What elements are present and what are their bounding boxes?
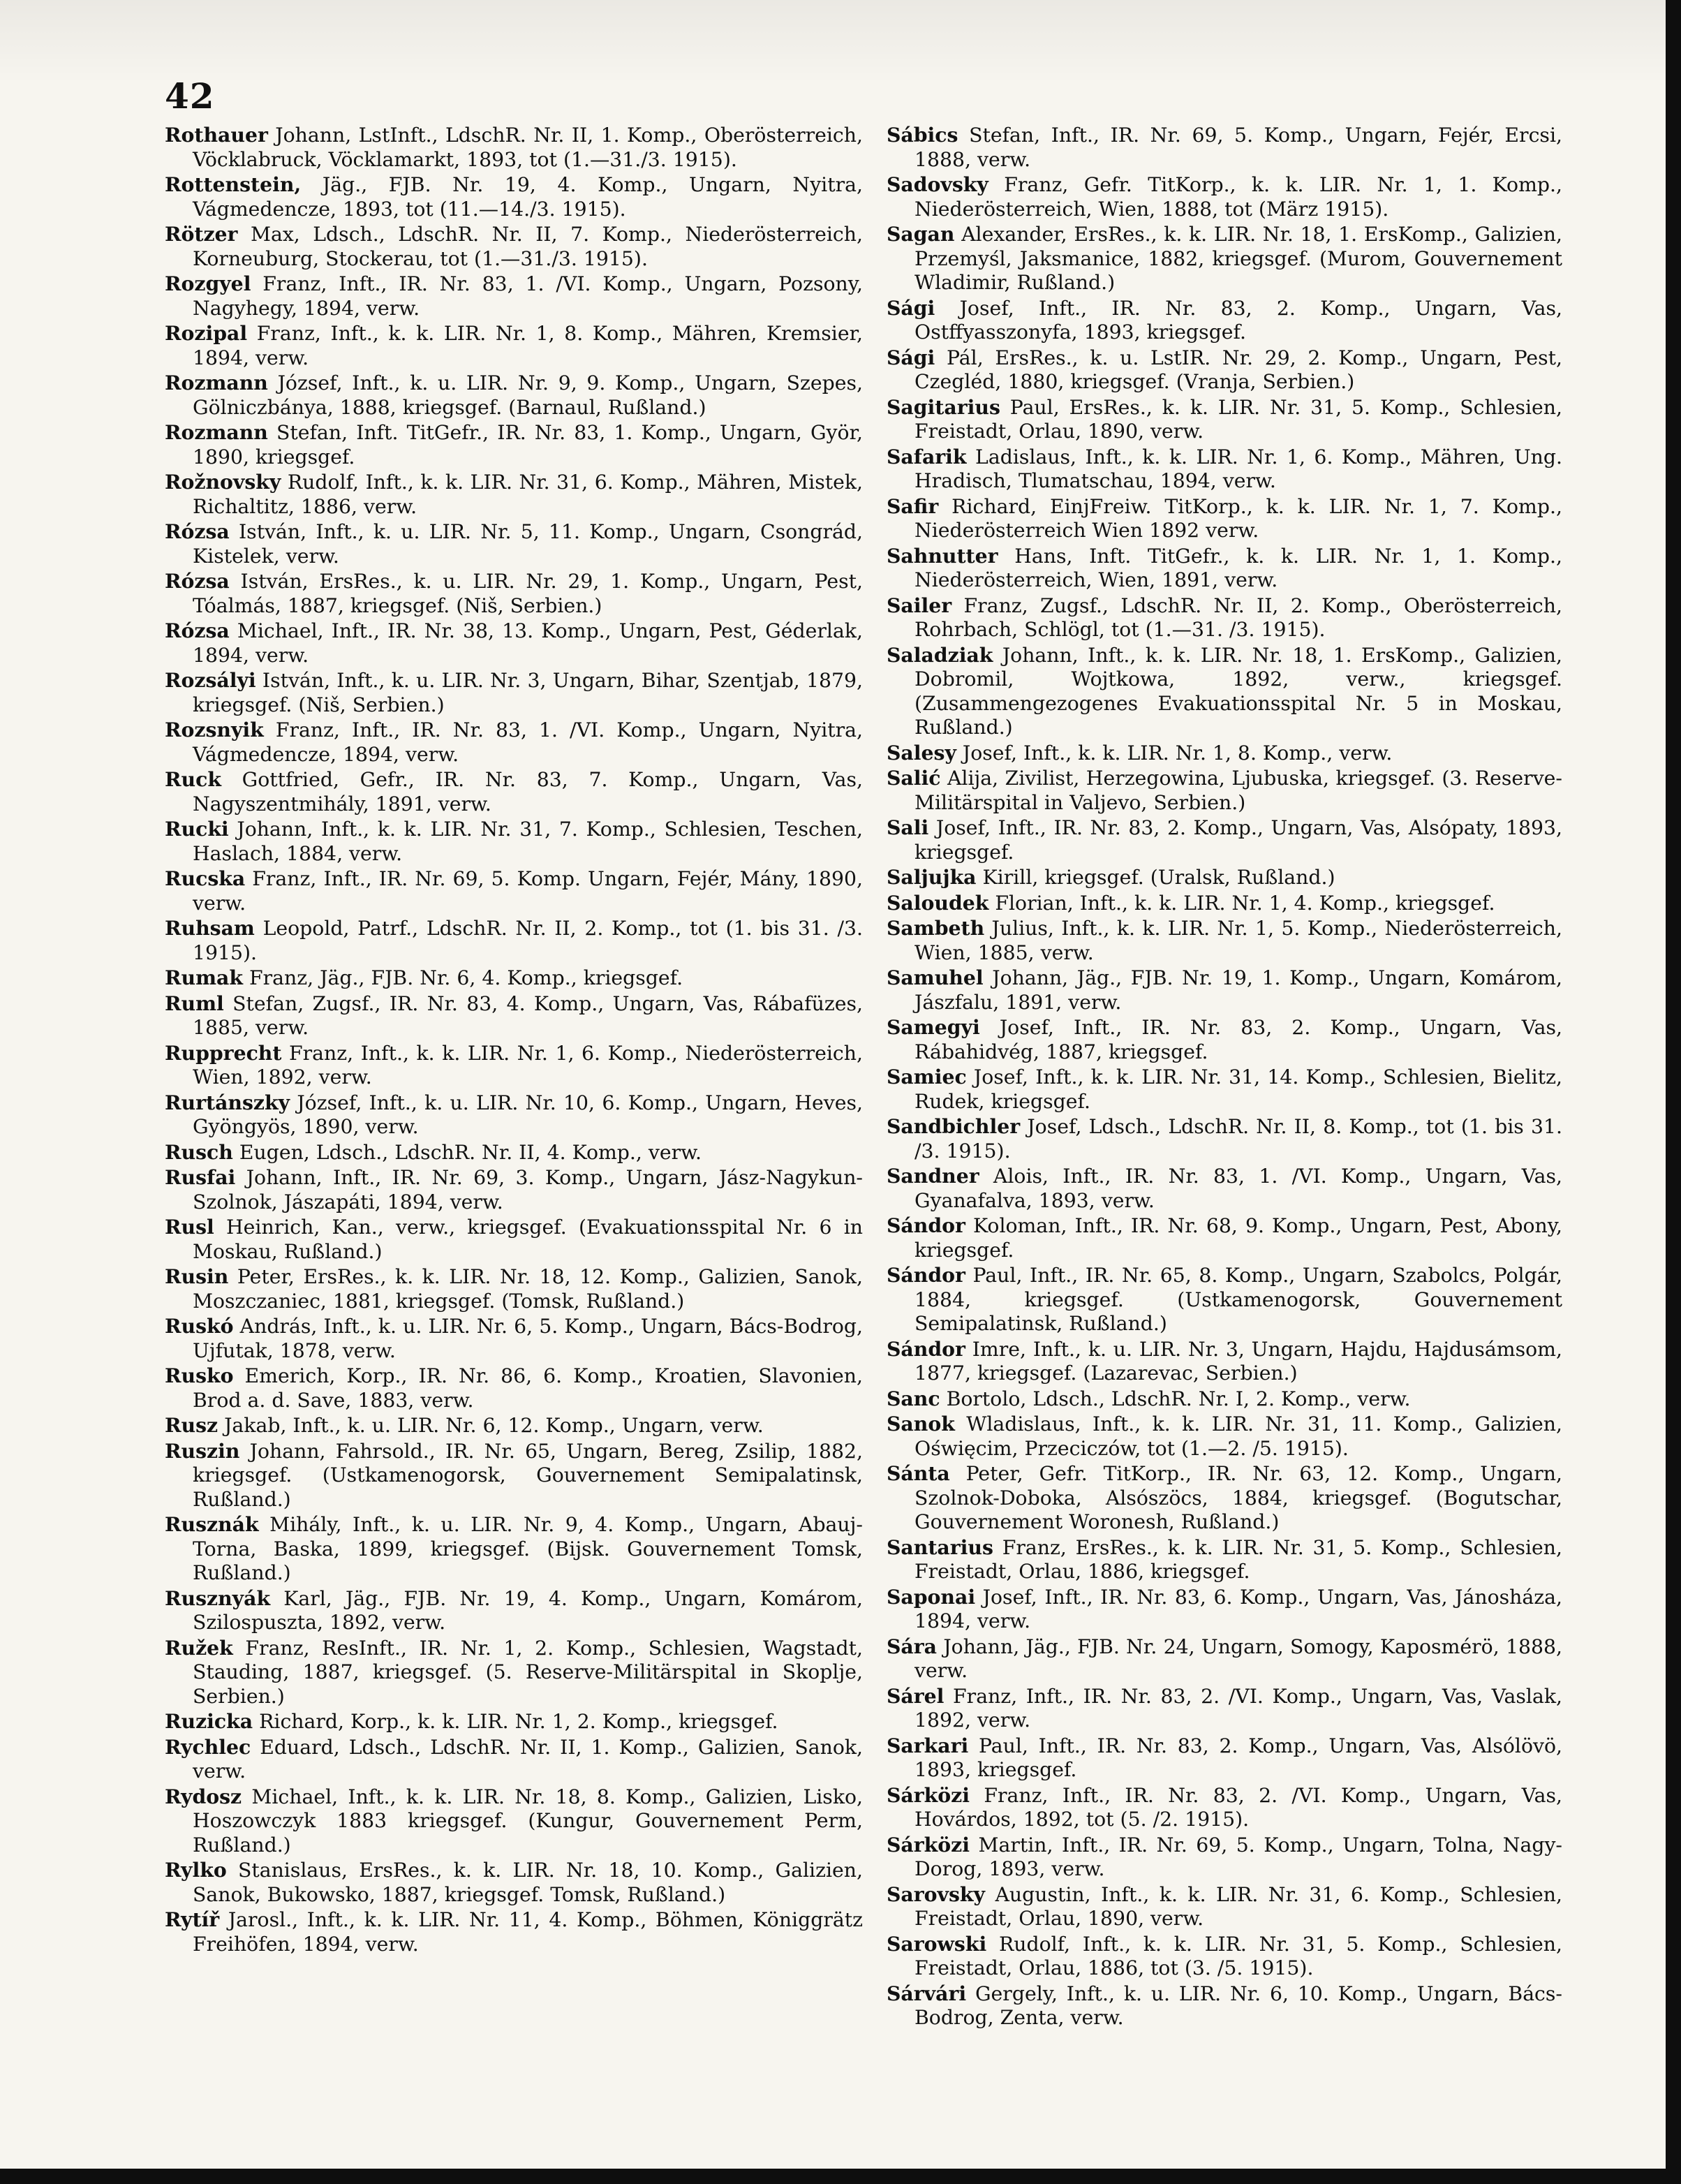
entry-surname: Sági xyxy=(887,345,935,369)
entry-surname: Sárközi xyxy=(887,1783,970,1807)
entry-surname: Sárvári xyxy=(887,1981,967,2005)
entry-details: Franz, Inft., IR. Nr. 83, 2. /VI. Komp., Ungarn, Vas, Hovárdos, 1892, tot (5. /2. 1915). xyxy=(914,1783,1562,1831)
register-entry xyxy=(165,966,863,991)
register-entry xyxy=(165,991,863,1040)
entry-details: Josef, Inft., k. k. LIR. Nr. 1, 8. Komp., verw. xyxy=(962,741,1393,765)
entry-details: Gottfried, Gefr., IR. Nr. 83, 7. Komp., Ungarn, Vas, Nagyszentmihály, 1891, verw. xyxy=(193,768,863,816)
entry-details: Leopold, Patrf., LdschR. Nr. II, 2. Komp., tot (1. bis 31. /3. 1915). xyxy=(193,917,863,964)
entry-surname: Rothauer xyxy=(165,123,268,147)
register-entry xyxy=(887,1461,1562,1535)
entry-details: Jäg., FJB. Nr. 19, 4. Komp., Ungarn, Nyitra, Vágmedencze, 1893, tot (11.—14./3. 1915). xyxy=(193,173,863,221)
register-entry xyxy=(887,865,1562,890)
entry-surname: Ruskó xyxy=(165,1314,234,1338)
register-entry xyxy=(887,816,1562,864)
register-entry xyxy=(887,1114,1562,1163)
register-entry xyxy=(165,1858,863,1907)
register-entry xyxy=(165,1785,863,1858)
entry-surname: Rytíř xyxy=(165,1908,220,1931)
entry-surname: Santarius xyxy=(887,1535,993,1559)
entry-surname: Rusznyák xyxy=(165,1586,271,1610)
entry-surname: Rózsa xyxy=(165,569,230,593)
register-entry xyxy=(887,222,1562,295)
entry-surname: Sarowski xyxy=(887,1931,987,1956)
entry-details: Franz, Zugsf., LdschR. Nr. II, 2. Komp., Oberösterreich, Rohrbach, Schlögl, tot (1.—31. /3. 1915). xyxy=(914,593,1562,641)
register-entry xyxy=(165,1264,863,1313)
entry-details: Eduard, Ldsch., LdschR. Nr. II, 1. Komp., Galizien, Sanok, verw. xyxy=(193,1735,863,1783)
register-entry xyxy=(165,866,863,915)
entry-surname: Sadovsky xyxy=(887,172,988,196)
register-entry xyxy=(887,1585,1562,1634)
entry-surname: Sanok xyxy=(887,1412,955,1436)
register-entry xyxy=(887,346,1562,394)
entry-surname: Sagitarius xyxy=(887,394,1000,419)
entry-details: Franz, Inft., IR. Nr. 69, 5. Komp. Ungarn, Fejér, Mány, 1890, verw. xyxy=(193,867,864,915)
entry-details: Franz, Jäg., FJB. Nr. 6, 4. Komp., kriegsgef. xyxy=(249,966,683,989)
entry-surname: Rusin xyxy=(165,1264,229,1288)
entry-details: Michael, Inft., IR. Nr. 38, 13. Komp., Ungarn, Pest, Géderlak, 1894, verw. xyxy=(193,619,863,667)
register-entry xyxy=(887,296,1562,345)
entry-details: Franz, Inft., IR. Nr. 83, 2. /VI. Komp., Ungarn, Vas, Vaslak, 1892, verw. xyxy=(914,1684,1562,1732)
entry-surname: Sára xyxy=(887,1634,938,1658)
entry-surname: Ruszin xyxy=(165,1438,240,1463)
entry-details: József, Inft., k. u. LIR. Nr. 10, 6. Komp., Ungarn, Heves, Gyöngyös, 1890, verw. xyxy=(193,1091,863,1138)
register-entry xyxy=(165,222,863,271)
register-entry xyxy=(887,1635,1562,1683)
entry-surname: Ruhsam xyxy=(165,916,255,940)
register-entry xyxy=(887,1932,1562,1981)
entry-details: Hans, Inft. TitGefr., k. k. LIR. Nr. 1, 1. Komp., Niederösterreich, Wien, 1891, verw. xyxy=(914,544,1562,591)
register-entry xyxy=(887,445,1562,494)
entry-surname: Rupprecht xyxy=(165,1040,282,1065)
entry-details: Richard, EinjFreiw. TitKorp., k. k. LIR. Nr. 1, 7. Komp., Niederösterreich Wien 1892 verw. xyxy=(914,494,1562,542)
register-entry xyxy=(887,593,1562,642)
register-entry xyxy=(887,1684,1562,1733)
entry-surname: Sali xyxy=(887,816,929,839)
entry-surname: Rozgyel xyxy=(165,272,251,295)
right-column xyxy=(887,123,1562,2031)
entry-surname: Sarovsky xyxy=(887,1882,985,1906)
entry-details: Stefan, Inft. TitGefr., IR. Nr. 83, 1. Komp., Ungarn, Györ, 1890, kriegsgef. xyxy=(193,421,863,468)
entry-surname: Rucska xyxy=(165,866,246,890)
entry-surname: Ruzicka xyxy=(165,1709,253,1733)
register-entry xyxy=(165,1908,863,1956)
entry-details: Josef, Ldsch., LdschR. Nr. II, 8. Komp., tot (1. bis 31. /3. 1915). xyxy=(914,1115,1563,1163)
entry-details: István, Inft., k. u. LIR. Nr. 3, Ungarn, Bihar, Szentjab, 1879, kriegsgef. (Niš, Serbien.) xyxy=(193,669,864,716)
entry-details: Florian, Inft., k. k. LIR. Nr. 1, 4. Komp., kriegsgef. xyxy=(995,891,1495,915)
entry-surname: Sanc xyxy=(887,1386,940,1410)
register-entry xyxy=(887,1412,1562,1461)
entry-surname: Sági xyxy=(887,295,935,320)
entry-details: Jarosl., Inft., k. k. LIR. Nr. 11, 4. Komp., Böhmen, Königgrätz Freihöfen, 1894, verw. xyxy=(193,1908,863,1956)
register-entry xyxy=(887,1337,1562,1386)
entry-surname: Rozsályi xyxy=(165,668,256,692)
register-entry xyxy=(887,1164,1562,1213)
register-entry xyxy=(165,1413,863,1438)
entry-details: Pál, ErsRes., k. u. LstIR. Nr. 29, 2. Komp., Ungarn, Pest, Czegléd, 1880, kriegsgef. (Vranja, Serbien.) xyxy=(914,346,1562,393)
entry-surname: Rusfai xyxy=(165,1165,236,1189)
entry-surname: Saloudek xyxy=(887,890,989,915)
entry-surname: Salesy xyxy=(887,740,956,765)
entry-details: Johann, Inft., IR. Nr. 69, 3. Komp., Ungarn, Jász-Nagykun-Szolnok, Jászapáti, 1894, verw. xyxy=(193,1166,863,1213)
entry-surname: Rurtánszky xyxy=(165,1090,290,1114)
register-entry xyxy=(165,272,863,320)
entry-surname: Sandner xyxy=(887,1164,979,1188)
entry-details: András, Inft., k. u. LIR. Nr. 6, 5. Komp., Ungarn, Bács-Bodrog, Ujfutak, 1878, verw. xyxy=(193,1315,863,1362)
entry-details: Richard, Korp., k. k. LIR. Nr. 1, 2. Komp., kriegsgef. xyxy=(259,1710,778,1733)
entry-details: Johann, Inft., k. k. LIR. Nr. 18, 1. ErsKomp., Galizien, Dobromil, Wojtkowa, 1892, verw., kriegsgef. (Zusammengezogenes Evakuationsspital Nr. 5 in Moskau, Rußland.) xyxy=(914,643,1562,739)
entry-surname: Sárközi xyxy=(887,1832,970,1857)
entry-surname: Rottenstein, xyxy=(165,172,302,196)
register-entry xyxy=(887,1982,1562,2030)
register-entry xyxy=(165,420,863,469)
entry-details: Paul, Inft., IR. Nr. 83, 2. Komp., Ungarn, Vas, Alsólövö, 1893, kriegsgef. xyxy=(914,1734,1562,1781)
entry-details: Johann, Fahrsold., IR. Nr. 65, Ungarn, Bereg, Zsilip, 1882, kriegsgef. (Ustkamenogorsk, Gouvernement Semipalatinsk, Rußland.) xyxy=(193,1439,863,1511)
entry-surname: Samuhel xyxy=(887,966,984,989)
entry-surname: Rózsa xyxy=(165,619,230,642)
register-entry xyxy=(887,916,1562,965)
register-entry xyxy=(887,172,1562,221)
entry-surname: Rydosz xyxy=(165,1784,242,1808)
entry-surname: Rusznák xyxy=(165,1512,259,1536)
register-entry xyxy=(887,891,1562,916)
register-entry xyxy=(165,321,863,370)
entry-details: Emerich, Korp., IR. Nr. 86, 6. Komp., Kroatien, Slavonien, Brod a. d. Save, 1883, verw. xyxy=(193,1364,863,1412)
entry-surname: Rózsa xyxy=(165,519,230,543)
entry-details: Ladislaus, Inft., k. k. LIR. Nr. 1, 6. Komp., Mähren, Ung. Hradisch, Tlumatschau, 1894, verw. xyxy=(914,445,1562,492)
entry-surname: Sánta xyxy=(887,1461,950,1485)
entry-details: Jakab, Inft., k. u. LIR. Nr. 6, 12. Komp., Ungarn, verw. xyxy=(224,1414,764,1437)
entry-details: Wladislaus, Inft., k. k. LIR. Nr. 31, 11. Komp., Galizien, Oświęcim, Przeciczów, tot (1.—2. /5. 1915). xyxy=(914,1412,1562,1460)
entry-details: Josef, Inft., IR. Nr. 83, 2. Komp., Ungarn, Vas, Rábahidvég, 1887, kriegsgef. xyxy=(914,1016,1562,1063)
register-entry xyxy=(165,1091,863,1139)
entry-surname: Sábics xyxy=(887,123,958,147)
entry-details: Max, Ldsch., LdschR. Nr. II, 7. Komp., Niederösterreich, Korneuburg, Stockerau, tot (1.—31./3. 1915). xyxy=(193,223,863,270)
register-entry xyxy=(887,544,1562,593)
entry-details: Franz, Inft., IR. Nr. 83, 1. /VI. Komp., Ungarn, Pozsony, Nagyhegy, 1894, verw. xyxy=(193,272,863,320)
entry-details: Alexander, ErsRes., k. k. LIR. Nr. 18, 1. ErsKomp., Galizien, Przemyśl, Jaksmanice, 1882, kriegsgef. (Murom, Gouvernement Wladimir, Rußland.) xyxy=(914,223,1563,294)
entry-surname: Ruml xyxy=(165,991,224,1015)
entry-details: Julius, Inft., k. k. LIR. Nr. 1, 5. Komp., Niederösterreich, Wien, 1885, verw. xyxy=(914,917,1562,964)
register-entry xyxy=(887,1015,1562,1064)
entry-details: Stefan, Zugsf., IR. Nr. 83, 4. Komp., Ungarn, Vas, Rábafüzes, 1885, verw. xyxy=(193,991,864,1039)
entry-details: Alija, Zivilist, Herzegowina, Ljubuska, kriegsgef. (3. Reserve-Militärspital in Valjevo, Serbien.) xyxy=(914,767,1562,814)
entry-details: Rudolf, Inft., k. k. LIR. Nr. 31, 6. Komp., Mähren, Mistek, Richaltitz, 1886, verw. xyxy=(193,471,863,518)
entry-surname: Rychlec xyxy=(165,1734,251,1759)
entry-surname: Sahnutter xyxy=(887,543,998,568)
entry-surname: Rucki xyxy=(165,817,229,841)
entry-details: Franz, Gefr. TitKorp., k. k. LIR. Nr. 1, 1. Komp., Niederösterreich, Wien, 1888, tot (März 1915). xyxy=(914,173,1563,221)
entry-surname: Sándor xyxy=(887,1336,965,1361)
register-entry xyxy=(887,1263,1562,1336)
register-entry xyxy=(887,1882,1562,1931)
entry-surname: Samegyi xyxy=(887,1015,980,1039)
entry-details: Bortolo, Ldsch., LdschR. Nr. I, 2. Komp., verw. xyxy=(946,1387,1411,1410)
register-entry xyxy=(887,1065,1562,1114)
register-entry xyxy=(887,643,1562,740)
register-entry xyxy=(165,1586,863,1635)
register-entry xyxy=(887,1535,1562,1584)
register-entry xyxy=(165,569,863,618)
register-entry xyxy=(165,1709,863,1734)
register-entry xyxy=(887,123,1562,172)
entry-surname: Safarik xyxy=(887,444,967,468)
entry-details: Paul, Inft., IR. Nr. 65, 8. Komp., Ungarn, Szabolcs, Polgár, 1884, kriegsgef. (Ustkamenogorsk, Gouvernement Semipalatinsk, Rußland.) xyxy=(914,1264,1562,1335)
entry-details: Josef, Inft., IR. Nr. 83, 2. Komp., Ungarn, Vas, Ostffyasszonyfa, 1893, kriegsgef. xyxy=(914,296,1562,344)
register-entry xyxy=(165,470,863,519)
entry-details: Josef, Inft., k. k. LIR. Nr. 31, 14. Komp., Schlesien, Bielitz, Rudek, kriegsgef. xyxy=(914,1065,1563,1113)
left-column xyxy=(165,123,863,1957)
register-entry xyxy=(165,817,863,866)
register-entry xyxy=(165,619,863,667)
entry-details: Karl, Jäg., FJB. Nr. 19, 4. Komp., Ungarn, Komárom, Szilospuszta, 1892, verw. xyxy=(193,1586,863,1634)
entry-details: Franz, ResInft., IR. Nr. 1, 2. Komp., Schlesien, Wagstadt, Stauding, 1887, kriegsgef. (5. Reserve-Militärspital in Skoplje, Serbien.) xyxy=(193,1636,863,1708)
entry-surname: Rozipal xyxy=(165,321,248,345)
entry-surname: Samiec xyxy=(887,1065,967,1089)
entry-details: Johann, Jäg., FJB. Nr. 19, 1. Komp., Ungarn, Komárom, Jászfalu, 1891, verw. xyxy=(914,966,1563,1014)
register-entry xyxy=(887,1387,1562,1412)
register-entry xyxy=(165,371,863,420)
register-entry xyxy=(887,1833,1562,1882)
entry-surname: Sándor xyxy=(887,1213,965,1237)
entry-details: Franz, Inft., k. k. LIR. Nr. 1, 6. Komp., Niederösterreich, Wien, 1892, verw. xyxy=(193,1041,864,1089)
register-entry xyxy=(165,1314,863,1363)
entry-details: Martin, Inft., IR. Nr. 69, 5. Komp., Ungarn, Tolna, Nagy-Dorog, 1893, verw. xyxy=(914,1833,1562,1880)
entry-details: Gergely, Inft., k. u. LIR. Nr. 6, 10. Komp., Ungarn, Bács-Bodrog, Zenta, verw. xyxy=(914,1982,1562,2029)
register-entry xyxy=(165,1140,863,1165)
register-entry xyxy=(887,766,1562,815)
entry-surname: Saladziak xyxy=(887,642,993,667)
entry-surname: Sarkari xyxy=(887,1733,969,1757)
entry-surname: Rylko xyxy=(165,1858,227,1882)
register-entry xyxy=(165,172,863,221)
register-entry xyxy=(887,395,1562,444)
entry-surname: Rumak xyxy=(165,966,243,989)
entry-details: Josef, Inft., IR. Nr. 83, 2. Komp., Ungarn, Vas, Alsópaty, 1893, kriegsgef. xyxy=(914,816,1563,864)
register-entry xyxy=(165,1215,863,1264)
entry-surname: Sagan xyxy=(887,222,955,246)
register-entry xyxy=(165,519,863,568)
register-entry xyxy=(887,1213,1562,1262)
entry-surname: Rusl xyxy=(165,1215,214,1239)
entry-details: Michael, Inft., k. k. LIR. Nr. 18, 8. Komp., Galizien, Lisko, Hoszowczyk 1883 kriegsgef. (Kungur, Gouvernement Perm, Rußland.) xyxy=(193,1785,864,1857)
entry-details: Augustin, Inft., k. k. LIR. Nr. 31, 6. Komp., Schlesien, Freistadt, Orlau, 1890, verw. xyxy=(914,1882,1563,1930)
entry-details: Eugen, Ldsch., LdschR. Nr. II, 4. Komp., verw. xyxy=(239,1140,702,1164)
register-entry xyxy=(165,916,863,965)
entry-surname: Sailer xyxy=(887,593,952,617)
register-entry xyxy=(165,1364,863,1412)
entry-surname: Saljujka xyxy=(887,865,977,889)
register-entry xyxy=(165,668,863,717)
entry-surname: Safir xyxy=(887,494,939,518)
entry-surname: Rozsnyik xyxy=(165,718,264,741)
entry-surname: Rusko xyxy=(165,1364,234,1387)
entry-details: Johann, LstInft., LdschR. Nr. II, 1. Komp., Oberösterreich, Vöcklabruck, Vöcklamarkt, 1893, tot (1.—31./3. 1915). xyxy=(193,124,863,171)
register-entry xyxy=(165,718,863,767)
register-entry xyxy=(887,966,1562,1014)
register-entry xyxy=(887,1734,1562,1783)
entry-details: Mihály, Inft., k. u. LIR. Nr. 9, 4. Komp., Ungarn, Abauj-Torna, Baska, 1899, kriegsgef. (Bijsk. Gouvernement Tomsk, Rußland.) xyxy=(193,1513,863,1584)
register-entry xyxy=(165,1735,863,1784)
entry-details: Johann, Inft., k. k. LIR. Nr. 31, 7. Komp., Schlesien, Teschen, Haslach, 1884, verw. xyxy=(193,818,863,865)
register-entry xyxy=(887,1783,1562,1832)
entry-surname: Salić xyxy=(887,766,941,790)
entry-details: Koloman, Inft., IR. Nr. 68, 9. Komp., Ungarn, Pest, Abony, kriegsgef. xyxy=(914,1214,1562,1262)
entry-surname: Rožnovsky xyxy=(165,470,281,494)
register-entry xyxy=(165,1041,863,1090)
entry-details: József, Inft., k. u. LIR. Nr. 9, 9. Komp., Ungarn, Szepes, Gölniczbánya, 1888, kriegsgef. (Barnaul, Rußland.) xyxy=(193,371,863,419)
entry-surname: Ružek xyxy=(165,1635,233,1660)
register-entry xyxy=(165,1439,863,1512)
register-entry xyxy=(165,1512,863,1586)
entry-surname: Rozmann xyxy=(165,420,268,444)
page-number: 42 xyxy=(165,75,215,117)
entry-details: Paul, ErsRes., k. k. LIR. Nr. 31, 5. Komp., Schlesien, Freistadt, Orlau, 1890, verw. xyxy=(914,395,1563,443)
entry-surname: Sandbichler xyxy=(887,1114,1021,1138)
entry-details: Alois, Inft., IR. Nr. 83, 1. /VI. Komp., Ungarn, Vas, Gyanafalva, 1893, verw. xyxy=(914,1165,1562,1212)
entry-surname: Sárel xyxy=(887,1683,945,1708)
entry-details: Franz, Inft., k. k. LIR. Nr. 1, 8. Komp., Mähren, Kremsier, 1894, verw. xyxy=(193,322,864,369)
entry-details: Stanislaus, ErsRes., k. k. LIR. Nr. 18, 10. Komp., Galizien, Sanok, Bukowsko, 1887, kriegsgef. Tomsk, Rußland.) xyxy=(193,1859,863,1906)
entry-details: István, ErsRes., k. u. LIR. Nr. 29, 1. Komp., Ungarn, Pest, Tóalmás, 1887, kriegsgef. (Niš, Serbien.) xyxy=(193,570,864,617)
entry-surname: Saponai xyxy=(887,1584,976,1609)
entry-details: Josef, Inft., IR. Nr. 83, 6. Komp., Ungarn, Vas, Jánosháza, 1894, verw. xyxy=(914,1585,1562,1632)
entry-surname: Rusch xyxy=(165,1139,233,1164)
register-entry xyxy=(165,1636,863,1709)
entry-surname: Sambeth xyxy=(887,916,985,940)
entry-surname: Rusz xyxy=(165,1413,219,1437)
register-entry xyxy=(887,494,1562,543)
entry-details: Heinrich, Kan., verw., kriegsgef. (Evakuationsspital Nr. 6 in Moskau, Rußland.) xyxy=(193,1216,863,1263)
entry-details: Johann, Jäg., FJB. Nr. 24, Ungarn, Somogy, Kaposmérö, 1888, verw. xyxy=(914,1635,1563,1682)
entry-details: Rudolf, Inft., k. k. LIR. Nr. 31, 5. Komp., Schlesien, Freistadt, Orlau, 1886, tot (3. /5. 1915). xyxy=(914,1932,1562,1979)
register-entry xyxy=(165,1165,863,1214)
register-entry xyxy=(165,123,863,172)
entry-surname: Sándor xyxy=(887,1263,965,1287)
entry-details: Stefan, Inft., IR. Nr. 69, 5. Komp., Ungarn, Fejér, Ercsi, 1888, verw. xyxy=(914,124,1562,171)
register-entry xyxy=(165,767,863,816)
entry-details: Kirill, kriegsgef. (Uralsk, Rußland.) xyxy=(982,866,1335,889)
entry-surname: Rötzer xyxy=(165,222,238,246)
entry-details: Franz, Inft., IR. Nr. 83, 1. /VI. Komp., Ungarn, Nyitra, Vágmedencze, 1894, verw. xyxy=(193,718,864,766)
register-entry xyxy=(887,741,1562,766)
entry-surname: Ruck xyxy=(165,767,221,791)
entry-details: Franz, ErsRes., k. k. LIR. Nr. 31, 5. Komp., Schlesien, Freistadt, Orlau, 1886, kriegsgef. xyxy=(914,1535,1562,1583)
entry-details: Imre, Inft., k. u. LIR. Nr. 3, Ungarn, Hajdu, Hajdusámsom, 1877, kriegsgef. (Lazarevac, Serbien.) xyxy=(914,1337,1562,1385)
entry-surname: Rozmann xyxy=(165,371,268,394)
entry-details: Peter, ErsRes., k. k. LIR. Nr. 18, 12. Komp., Galizien, Sanok, Moszczaniec, 1881, kriegsgef. (Tomsk, Rußland.) xyxy=(193,1265,863,1313)
entry-details: Peter, Gefr. TitKorp., IR. Nr. 63, 12. Komp., Ungarn, Szolnok-Doboka, Alsószöcs, 1884, kriegsgef. (Bogutschar, Gouvernement Woronesh, Rußland.) xyxy=(914,1462,1562,1533)
entry-details: István, Inft., k. u. LIR. Nr. 5, 11. Komp., Ungarn, Csongrád, Kistelek, verw. xyxy=(193,520,863,568)
